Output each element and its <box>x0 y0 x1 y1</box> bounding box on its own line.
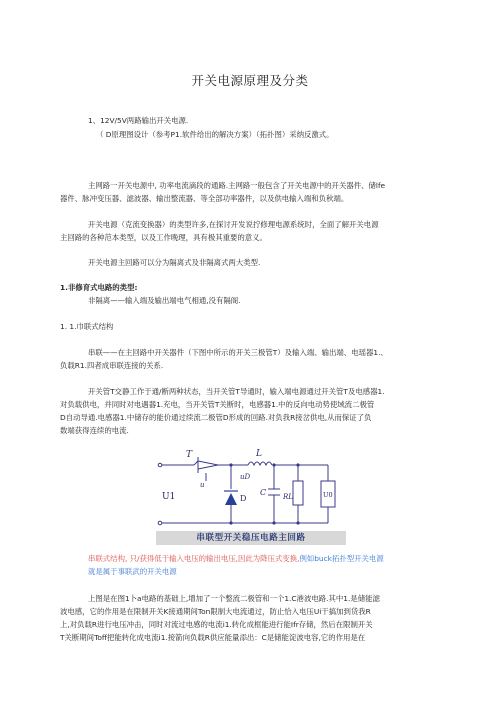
page-title: 开关电源原理及分类 <box>191 73 309 88</box>
para6-line-2: 波电感，它的作用是在限制开关K接通期间Ton限制大电流通过，防止恰入电压Ui干搞加到货我R <box>60 607 371 616</box>
label-C: C <box>260 488 267 497</box>
para6-line-3: 上,对负载R进行电压冲击，同时对流过电感的电流i1.转化成框能进行能Ifr存储，然后在限制开关 <box>60 620 373 629</box>
circuit-figure <box>156 445 346 545</box>
para2-line-2: 主回路的各种范本类型，以及工作晚理，具有极其重要的意义。 <box>60 233 267 242</box>
label-D: D <box>240 494 247 503</box>
para5-line-1: 开关管T交静工作于通/断两种状态，当开关管T导通时，输入端电源通过开关管T及电感器1. <box>88 387 385 396</box>
para4-line-1: 串联——在主回路中开关器件（下图中所示的开关三极管T）及输入端、输出端、电瑶器1.、 <box>88 348 388 357</box>
note-line-2: 就是属于事联武的开关电源 <box>88 567 177 576</box>
para3: 开关电源主回路可以分为隔离式及非隔离式两大类型. <box>88 258 261 267</box>
para4-line-2: 负载R1.四者成串联连接的关系. <box>60 361 164 370</box>
label-T: T <box>186 450 193 460</box>
intro-line-1: 1、12V/5V两路输出开关电源. <box>88 116 189 125</box>
para2-line-1: 开关电源（克流变换器）的类型许多,在探讨开发说拧修理电源系统时，全面了解开关电源 <box>88 220 379 229</box>
note-blue-text: 例如buck拓扑型开关电源 <box>299 554 384 563</box>
para1-line-2: 器件、脉冲变压器、滤波器、输出整流器、等全部功率器件，以及供电输入端和负秋端。 <box>60 194 349 203</box>
label-ue: u <box>200 481 205 489</box>
circuit-diagram <box>156 445 346 545</box>
section-1-heading: 1.非修育式电路的类型: <box>60 283 138 292</box>
label-RL: RL <box>283 493 293 501</box>
para6-line-1: 上图是在图1卜a电路的基础上,增加了一个整流二极管和一个1.C港波电路.其中1.是储能滤 <box>88 594 380 603</box>
intro-line-2: （ D原理图设计（参考P1.软件给出的解决方案）（拓扑图）采纳反激式。 <box>96 130 334 139</box>
label-U1: U1 <box>162 492 176 502</box>
section-2-heading: 1. 1.巾联式结构 <box>60 322 114 331</box>
para1-line-1: 主网路一开关电源中, 功率电流滴段的通路.主网路一般包含了开关电源中的开关器件、储lfe <box>88 181 386 190</box>
label-uD: uD <box>240 473 251 481</box>
figure-caption: 串联型开关稳压电路主回路 <box>156 531 346 545</box>
para5-line-2: 对负载供电，并同时对电遇器1.充电，当开关管T关断时，电感器1.中的反向电动势使域流二极管 <box>60 400 375 409</box>
para5-line-4: 数端获得连续的电流. <box>60 426 129 435</box>
section-1-subtext: 非隔离——输入端及输出端电气相通,没有隔阁. <box>88 296 241 305</box>
label-L: L <box>256 449 262 459</box>
para6-line-4: T关断期间Toff把能转化成电流i1.接箭向负载R供应能量添出：C是储能淀波电容,它的作用是在 <box>60 633 366 642</box>
para5-line-3: D自动导通.电感器1.中储存的能价通过续流二极管D形成的回路.对负我R接岔供电,从而保证了负 <box>60 413 372 422</box>
label-U0: U0 <box>323 491 333 499</box>
note-red-text: 串联式结构, 只/获得低于输入电压的输出电压,因此为降压式变换, <box>88 554 300 563</box>
note-line-1 <box>88 552 384 565</box>
